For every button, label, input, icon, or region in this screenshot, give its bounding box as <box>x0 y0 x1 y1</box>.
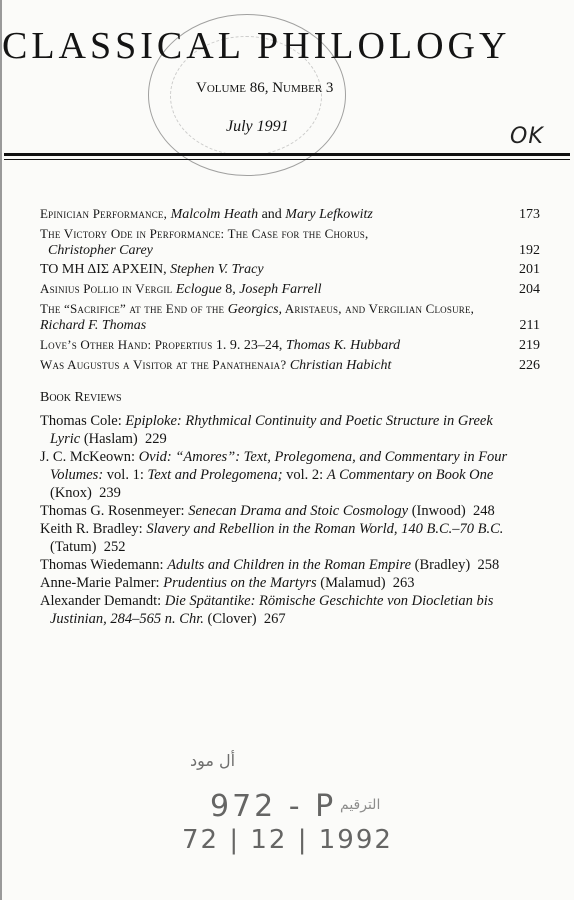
article-entry[interactable] <box>40 357 540 374</box>
volume-value: 86, <box>249 80 269 96</box>
stamp-arabic-line: أل مود <box>190 751 236 770</box>
review-reviewer: (Knox) <box>50 485 92 501</box>
volume-number-line <box>196 80 333 97</box>
library-accession-stamp <box>150 745 440 865</box>
review-volume-note-2: vol. 2: <box>282 467 327 483</box>
review-author: Thomas G. Rosenmeyer: <box>40 503 189 519</box>
article-title: Was Augustus a Visitor at the Panathenaia? <box>40 357 287 372</box>
article-text <box>40 357 540 374</box>
article-title: The Victory Ode in Performance: The Case for the Chorus, <box>40 226 369 241</box>
article-page: 192 <box>519 243 540 258</box>
article-page: 219 <box>519 338 540 353</box>
review-page: 258 <box>477 557 500 573</box>
review-book-title: Epiploke: Rhythmical Continuity and Poetic Structure in Greek Lyric <box>50 413 493 447</box>
stamp-arabic-label: الترقيم <box>340 797 381 813</box>
review-author: Thomas Cole: <box>40 413 126 429</box>
table-of-contents <box>40 206 540 377</box>
review-book-title: Ovid: “Amores”: Text, Prolegomena, and Commentary in Four Volumes: <box>50 449 508 483</box>
article-text <box>40 281 540 298</box>
review-author: Anne-Marie Palmer: <box>40 575 164 591</box>
article-text <box>40 226 540 259</box>
article-author: Christian Habicht <box>289 358 392 373</box>
review-page: 248 <box>472 503 495 519</box>
article-title: The “Sacrifice” at the End of the <box>40 301 225 316</box>
stamp-accession-date: 72 | 12 | 1992 <box>182 825 393 855</box>
review-book-title-3: A Commentary on Book One <box>326 467 494 483</box>
article-title-tail: 8, <box>221 282 236 297</box>
review-entry[interactable] <box>40 412 520 448</box>
review-entry[interactable] <box>40 520 520 556</box>
article-author: Christopher Carey <box>48 243 153 258</box>
article-entry[interactable] <box>40 226 540 259</box>
review-volume-note: vol. 1: <box>103 467 148 483</box>
article-title-tail: 1. 9. 23–24, <box>212 338 283 353</box>
review-book-title: Senecan Drama and Stoic Cosmology <box>188 503 409 519</box>
review-book-title: Adults and Children in the Roman Empire <box>167 557 411 573</box>
review-page: 252 <box>103 539 126 555</box>
article-entry[interactable] <box>40 337 540 354</box>
article-text <box>40 337 540 354</box>
article-author: Richard F. Thomas <box>40 318 147 333</box>
review-book-title-2: Text and Prolegomena; <box>147 467 283 483</box>
article-page: 226 <box>519 358 540 373</box>
journal-title: CLASSICAL PHILOLOGY <box>2 25 511 67</box>
author-joiner: and <box>258 207 286 222</box>
review-page: 229 <box>145 431 167 447</box>
article-title-tail: Aristaeus, and Vergilian Closure, <box>282 301 475 316</box>
article-page: 201 <box>519 262 540 277</box>
review-reviewer: (Tatum) <box>50 539 97 555</box>
page-edge-shadow <box>0 0 2 900</box>
review-reviewer: (Inwood) <box>408 503 466 519</box>
article-author-2: Mary Lefkowitz <box>285 207 373 222</box>
review-reviewer: (Malamud) <box>316 575 386 591</box>
review-book-title: Die Spätantike: Römische Geschichte von Diocletian bis Justinian, 284–565 n. Chr. <box>50 593 494 627</box>
number-value: 3 <box>325 80 334 96</box>
article-entry[interactable] <box>40 262 540 278</box>
review-entry[interactable] <box>40 556 520 574</box>
review-entry[interactable] <box>40 592 520 628</box>
volume-label: Volume <box>196 80 246 96</box>
article-title: Epinician Performance, <box>40 206 168 221</box>
review-entry[interactable] <box>40 448 520 502</box>
book-reviews-list <box>40 412 520 628</box>
header-rule-thick <box>4 153 570 156</box>
review-book-title: Slavery and Rebellion in the Roman World, 140 B.C.–70 B.C. <box>146 521 504 537</box>
article-title-emphasis: Georgics, <box>227 302 283 317</box>
article-author: Malcolm Heath <box>170 207 259 222</box>
review-reviewer: (Haslam) <box>80 431 138 447</box>
review-page: 263 <box>392 575 415 591</box>
review-page: 239 <box>99 485 121 501</box>
article-title: Love’s Other Hand: Propertius <box>40 337 213 352</box>
header-rule-thin <box>4 159 570 160</box>
number-label: Number <box>272 80 323 96</box>
review-book-title: Prudentius on the Martyrs <box>163 575 317 591</box>
review-entry[interactable] <box>40 502 520 520</box>
article-entry[interactable] <box>40 281 540 298</box>
article-title: ΤΟ ΜΗ ΔΙΣ ΑΡΧΕΙΝ, <box>40 262 167 277</box>
review-author: Alexander Demandt: <box>40 593 165 609</box>
review-author: Keith R. Bradley: <box>40 521 147 537</box>
review-page: 267 <box>263 611 286 627</box>
handwritten-ok-mark: OK <box>510 124 544 149</box>
book-reviews-heading: Book Reviews <box>40 390 122 405</box>
article-text <box>40 206 540 223</box>
article-author: Stephen V. Tracy <box>170 262 264 277</box>
review-author: J. C. McKeown: <box>40 449 139 465</box>
review-reviewer: (Bradley) <box>411 557 471 573</box>
article-page: 173 <box>519 207 540 222</box>
review-author: Thomas Wiedemann: <box>40 557 168 573</box>
article-author: Thomas K. Hubbard <box>285 338 401 353</box>
article-text <box>40 262 540 278</box>
article-author: Joseph Farrell <box>239 282 322 297</box>
article-entry[interactable] <box>40 206 540 223</box>
article-title-emphasis: Eclogue <box>175 282 222 297</box>
article-page: 204 <box>519 282 540 297</box>
article-page: 211 <box>519 318 540 333</box>
review-reviewer: (Clover) <box>203 611 257 627</box>
stamp-call-number: 972 - P <box>210 789 337 824</box>
issue-date: July 1991 <box>226 118 289 135</box>
review-entry[interactable] <box>40 574 520 592</box>
article-entry[interactable] <box>40 301 540 334</box>
article-text <box>40 301 540 334</box>
article-title: Asinius Pollio in Vergil <box>40 281 173 296</box>
